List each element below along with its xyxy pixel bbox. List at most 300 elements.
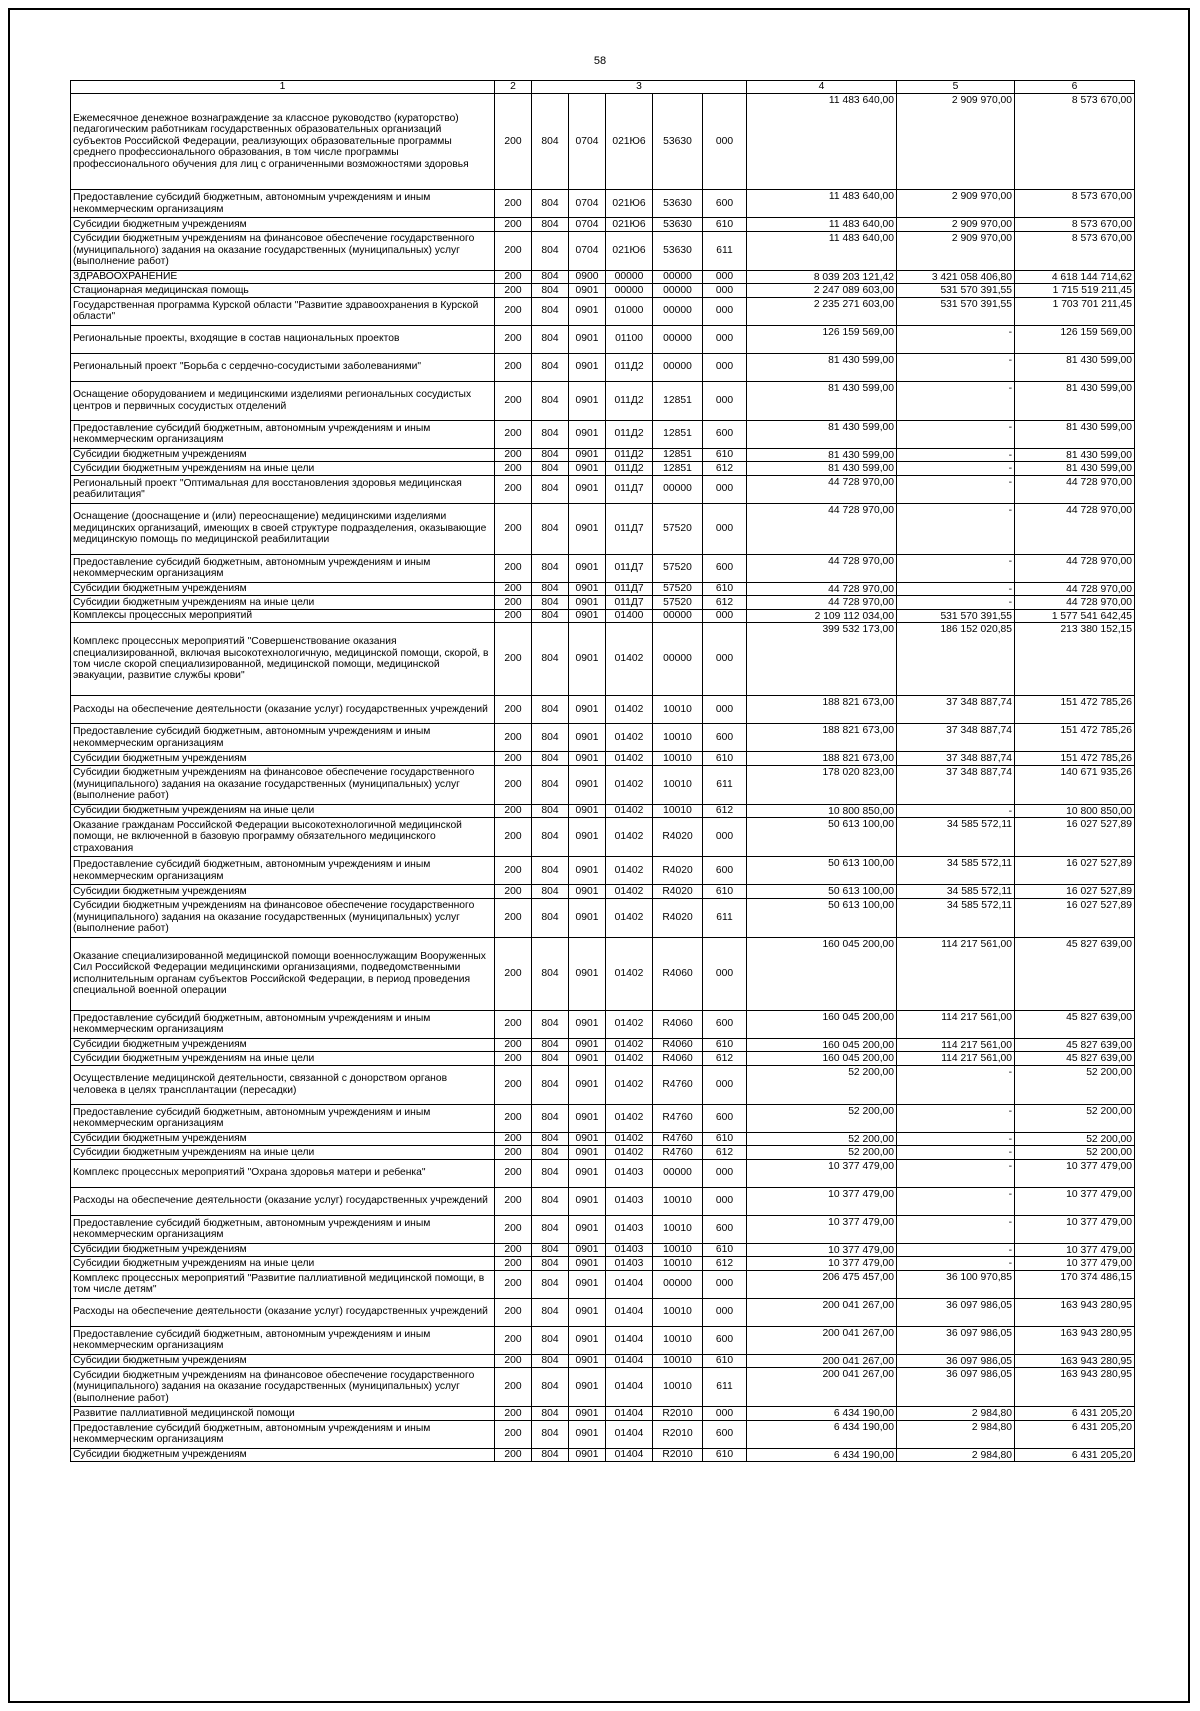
table-row [71, 1368, 1135, 1407]
cell-amount-remaining: 52 200,00 [1015, 1104, 1135, 1132]
cell-admin-code: 200 [495, 1243, 532, 1257]
cell-expense-code: 00000 [653, 325, 703, 353]
cell-section-code: 0901 [569, 1420, 606, 1448]
cell-amount-executed: 3 421 058 406,80 [897, 270, 1015, 284]
cell-name: Расходы на обеспечение деятельности (оказание услуг) государственных учреждений [71, 1298, 495, 1326]
cell-admin-code: 200 [495, 609, 532, 623]
cell-amount-remaining: 163 943 280,95 [1015, 1298, 1135, 1326]
cell-admin-code: 200 [495, 623, 532, 696]
cell-amount-executed: - [897, 1243, 1015, 1257]
table-row [71, 270, 1135, 284]
cell-amount-executed: - [897, 804, 1015, 818]
cell-amount-plan: 200 041 267,00 [747, 1368, 897, 1407]
cell-amount-executed: 114 217 561,00 [897, 1010, 1015, 1038]
cell-section-code: 0901 [569, 1368, 606, 1407]
cell-amount-executed: - [897, 353, 1015, 381]
cell-expense-code: R4060 [653, 1010, 703, 1038]
cell-type-code: 611 [703, 231, 747, 270]
cell-amount-executed: - [897, 1187, 1015, 1215]
cell-section-code: 0901 [569, 804, 606, 818]
cell-expense-code: 00000 [653, 1159, 703, 1187]
cell-admin-code: 200 [495, 1257, 532, 1271]
cell-amount-plan: 10 377 479,00 [747, 1159, 897, 1187]
cell-admin-code: 200 [495, 1368, 532, 1407]
cell-amount-remaining: 45 827 639,00 [1015, 1038, 1135, 1052]
cell-section-code: 0901 [569, 448, 606, 462]
cell-name: Субсидии бюджетным учреждениям [71, 1038, 495, 1052]
cell-name: Предоставление субсидий бюджетным, автономным учреждениям и иным некоммерческим организациям [71, 1420, 495, 1448]
page-number: 58 [593, 55, 607, 67]
cell-ministry-code: 804 [532, 554, 569, 582]
cell-name: Комплекс процессных мероприятий "Совершенствование оказания специализированной, включая высокотехнологичную, медицинской помощи, скорой, в том числе скорой специализированной, медицинской помощи, медицинской эвакуации, развитие службы крови" [71, 623, 495, 696]
table-row [71, 1257, 1135, 1271]
cell-program-code: 01403 [606, 1243, 653, 1257]
cell-admin-code: 200 [495, 420, 532, 448]
cell-program-code: 01402 [606, 937, 653, 1010]
cell-expense-code: 10010 [653, 1243, 703, 1257]
table-row [71, 1215, 1135, 1243]
cell-amount-remaining: 4 618 144 714,62 [1015, 270, 1135, 284]
cell-admin-code: 200 [495, 1132, 532, 1146]
cell-amount-remaining: 213 380 152,15 [1015, 623, 1135, 696]
cell-program-code: 01402 [606, 1132, 653, 1146]
cell-amount-remaining: 163 943 280,95 [1015, 1354, 1135, 1368]
cell-amount-plan: 81 430 599,00 [747, 448, 897, 462]
cell-amount-plan: 188 821 673,00 [747, 752, 897, 766]
cell-name: Оснащение оборудованием и медицинскими изделиями региональных сосудистых центров и первичных сосудистых отделений [71, 381, 495, 420]
cell-admin-code: 200 [495, 765, 532, 804]
cell-name: Региональный проект "Борьба с сердечно-сосудистыми заболеваниями" [71, 353, 495, 381]
cell-admin-code: 200 [495, 724, 532, 752]
table-row [71, 190, 1135, 218]
cell-name: Комплекс процессных мероприятий "Развитие паллиативной медицинской помощи, в том числе детям" [71, 1270, 495, 1298]
cell-section-code: 0704 [569, 190, 606, 218]
cell-amount-remaining: 151 472 785,26 [1015, 752, 1135, 766]
cell-program-code: 01404 [606, 1448, 653, 1462]
cell-amount-executed: - [897, 1257, 1015, 1271]
cell-amount-remaining: 6 431 205,20 [1015, 1448, 1135, 1462]
cell-section-code: 0901 [569, 554, 606, 582]
cell-amount-remaining: 81 430 599,00 [1015, 353, 1135, 381]
cell-name: Предоставление субсидий бюджетным, автономным учреждениям и иным некоммерческим организациям [71, 420, 495, 448]
cell-amount-executed: 2 984,80 [897, 1448, 1015, 1462]
cell-type-code: 000 [703, 475, 747, 503]
cell-section-code: 0901 [569, 353, 606, 381]
cell-type-code: 000 [703, 1407, 747, 1421]
cell-admin-code: 200 [495, 448, 532, 462]
cell-name: Осуществление медицинской деятельности, связанной с донорством органов человека в целях трансплантации (пересадки) [71, 1065, 495, 1104]
cell-amount-plan: 50 613 100,00 [747, 898, 897, 937]
cell-amount-plan: 50 613 100,00 [747, 885, 897, 899]
cell-name: Предоставление субсидий бюджетным, автономным учреждениям и иным некоммерческим организациям [71, 554, 495, 582]
cell-admin-code: 200 [495, 325, 532, 353]
cell-expense-code: 10010 [653, 1187, 703, 1215]
cell-type-code: 610 [703, 885, 747, 899]
cell-ministry-code: 804 [532, 94, 569, 190]
cell-ministry-code: 804 [532, 1065, 569, 1104]
cell-amount-executed: 2 909 970,00 [897, 94, 1015, 190]
budget-table [70, 80, 1135, 1462]
cell-type-code: 000 [703, 818, 747, 857]
cell-ministry-code: 804 [532, 937, 569, 1010]
cell-admin-code: 200 [495, 1146, 532, 1160]
cell-amount-plan: 11 483 640,00 [747, 94, 897, 190]
table-row [71, 818, 1135, 857]
cell-name: Предоставление субсидий бюджетным, автономным учреждениям и иным некоммерческим организациям [71, 1215, 495, 1243]
cell-type-code: 600 [703, 1104, 747, 1132]
cell-admin-code: 200 [495, 284, 532, 298]
cell-amount-plan: 81 430 599,00 [747, 462, 897, 476]
cell-expense-code: R2010 [653, 1448, 703, 1462]
cell-name: Предоставление субсидий бюджетным, автономным учреждениям и иным некоммерческим организациям [71, 857, 495, 885]
cell-amount-remaining: 44 728 970,00 [1015, 582, 1135, 596]
cell-amount-plan: 6 434 190,00 [747, 1407, 897, 1421]
cell-amount-executed: - [897, 582, 1015, 596]
table-row [71, 503, 1135, 554]
cell-program-code: 01000 [606, 297, 653, 325]
cell-type-code: 000 [703, 503, 747, 554]
cell-type-code: 610 [703, 1038, 747, 1052]
cell-type-code: 000 [703, 609, 747, 623]
cell-program-code: 01404 [606, 1368, 653, 1407]
table-row [71, 475, 1135, 503]
cell-ministry-code: 804 [532, 1038, 569, 1052]
cell-amount-remaining: 8 573 670,00 [1015, 190, 1135, 218]
header-col-2: 2 [495, 81, 532, 94]
cell-ministry-code: 804 [532, 1407, 569, 1421]
cell-name: Субсидии бюджетным учреждениям на иные цели [71, 462, 495, 476]
cell-program-code: 01402 [606, 1065, 653, 1104]
cell-amount-remaining: 45 827 639,00 [1015, 937, 1135, 1010]
cell-program-code: 011Д7 [606, 503, 653, 554]
cell-type-code: 600 [703, 1215, 747, 1243]
cell-type-code: 610 [703, 1243, 747, 1257]
cell-ministry-code: 804 [532, 1354, 569, 1368]
cell-amount-remaining: 163 943 280,95 [1015, 1326, 1135, 1354]
cell-admin-code: 200 [495, 1407, 532, 1421]
cell-ministry-code: 804 [532, 765, 569, 804]
cell-type-code: 600 [703, 190, 747, 218]
cell-program-code: 01404 [606, 1298, 653, 1326]
cell-section-code: 0901 [569, 420, 606, 448]
cell-program-code: 01402 [606, 765, 653, 804]
cell-type-code: 600 [703, 1010, 747, 1038]
cell-amount-plan: 200 041 267,00 [747, 1326, 897, 1354]
table-row [71, 218, 1135, 232]
cell-name: Субсидии бюджетным учреждениям [71, 218, 495, 232]
table-row [71, 94, 1135, 190]
cell-amount-plan: 11 483 640,00 [747, 218, 897, 232]
cell-type-code: 610 [703, 1354, 747, 1368]
cell-name: Оказание специализированной медицинской помощи военнослужащим Вооруженных Сил Российской Федерации медицинскими организациями, подведомственными исполнительным органам субъектов Российской Федерации, в период проведения специальной военной операции [71, 937, 495, 1010]
table-row [71, 1270, 1135, 1298]
cell-admin-code: 200 [495, 582, 532, 596]
cell-name: Государственная программа Курской области "Развитие здравоохранения в Курской области" [71, 297, 495, 325]
cell-type-code: 600 [703, 1326, 747, 1354]
cell-amount-remaining: 10 377 479,00 [1015, 1215, 1135, 1243]
cell-program-code: 021Ю6 [606, 190, 653, 218]
cell-program-code: 011Д2 [606, 462, 653, 476]
cell-section-code: 0901 [569, 1159, 606, 1187]
table-row [71, 724, 1135, 752]
table-row [71, 1065, 1135, 1104]
cell-expense-code: R4760 [653, 1146, 703, 1160]
cell-amount-plan: 2 247 089 603,00 [747, 284, 897, 298]
table-row [71, 325, 1135, 353]
cell-program-code: 01402 [606, 1010, 653, 1038]
cell-expense-code: 10010 [653, 804, 703, 818]
cell-ministry-code: 804 [532, 1187, 569, 1215]
cell-name: Региональные проекты, входящие в состав национальных проектов [71, 325, 495, 353]
table-row [71, 448, 1135, 462]
cell-ministry-code: 804 [532, 1368, 569, 1407]
cell-program-code: 01402 [606, 818, 653, 857]
cell-expense-code: R4760 [653, 1104, 703, 1132]
cell-section-code: 0901 [569, 1298, 606, 1326]
table-row [71, 1187, 1135, 1215]
cell-program-code: 01402 [606, 1052, 653, 1066]
cell-amount-executed: - [897, 1065, 1015, 1104]
cell-amount-plan: 81 430 599,00 [747, 353, 897, 381]
cell-expense-code: 53630 [653, 231, 703, 270]
cell-amount-plan: 52 200,00 [747, 1132, 897, 1146]
cell-amount-executed: 114 217 561,00 [897, 1038, 1015, 1052]
cell-amount-plan: 160 045 200,00 [747, 1038, 897, 1052]
cell-amount-remaining: 45 827 639,00 [1015, 1052, 1135, 1066]
cell-ministry-code: 804 [532, 1010, 569, 1038]
table-row [71, 1243, 1135, 1257]
cell-admin-code: 200 [495, 818, 532, 857]
cell-name: Оказание гражданам Российской Федерации высокотехнологичной медицинской помощи, не включенной в базовую программу обязательного медицинского страхования [71, 818, 495, 857]
cell-expense-code: 12851 [653, 420, 703, 448]
cell-section-code: 0901 [569, 284, 606, 298]
cell-type-code: 612 [703, 596, 747, 610]
cell-program-code: 011Д2 [606, 420, 653, 448]
cell-admin-code: 200 [495, 1420, 532, 1448]
cell-section-code: 0901 [569, 1270, 606, 1298]
cell-admin-code: 200 [495, 462, 532, 476]
cell-section-code: 0901 [569, 1038, 606, 1052]
cell-section-code: 0901 [569, 1448, 606, 1462]
header-col-6: 6 [1015, 81, 1135, 94]
cell-amount-executed: - [897, 448, 1015, 462]
cell-name: Предоставление субсидий бюджетным, автономным учреждениям и иным некоммерческим организациям [71, 1010, 495, 1038]
cell-amount-remaining: 44 728 970,00 [1015, 503, 1135, 554]
cell-section-code: 0901 [569, 623, 606, 696]
cell-program-code: 01402 [606, 1104, 653, 1132]
cell-admin-code: 200 [495, 1215, 532, 1243]
cell-ministry-code: 804 [532, 1052, 569, 1066]
cell-amount-remaining: 126 159 569,00 [1015, 325, 1135, 353]
cell-amount-executed: 36 097 986,05 [897, 1354, 1015, 1368]
cell-admin-code: 200 [495, 270, 532, 284]
cell-program-code: 011Д2 [606, 353, 653, 381]
cell-type-code: 600 [703, 1420, 747, 1448]
cell-ministry-code: 804 [532, 420, 569, 448]
cell-expense-code: 00000 [653, 623, 703, 696]
cell-section-code: 0901 [569, 1326, 606, 1354]
cell-amount-remaining: 10 377 479,00 [1015, 1159, 1135, 1187]
cell-type-code: 600 [703, 554, 747, 582]
cell-ministry-code: 804 [532, 818, 569, 857]
cell-name: Расходы на обеспечение деятельности (оказание услуг) государственных учреждений [71, 1187, 495, 1215]
cell-amount-remaining: 52 200,00 [1015, 1065, 1135, 1104]
cell-name: Предоставление субсидий бюджетным, автономным учреждениям и иным некоммерческим организациям [71, 190, 495, 218]
cell-amount-executed: 186 152 020,85 [897, 623, 1015, 696]
cell-admin-code: 200 [495, 503, 532, 554]
table-row [71, 752, 1135, 766]
cell-section-code: 0901 [569, 724, 606, 752]
cell-name: Субсидии бюджетным учреждениям [71, 752, 495, 766]
cell-expense-code: 00000 [653, 270, 703, 284]
cell-admin-code: 200 [495, 1298, 532, 1326]
cell-amount-executed: - [897, 503, 1015, 554]
cell-program-code: 01404 [606, 1326, 653, 1354]
cell-name: Ежемесячное денежное вознаграждение за классное руководство (кураторство) педагогическим работникам государственных образовательных организаций субъектов Российской Федерации, реализующих образовательные программы среднего профессионального образования, в том числе программы профессионального обучения для лиц с ограниченными возможностями здоровья [71, 94, 495, 190]
table-row [71, 1052, 1135, 1066]
table-row [71, 609, 1135, 623]
cell-amount-executed: 2 909 970,00 [897, 231, 1015, 270]
cell-expense-code: 10010 [653, 765, 703, 804]
cell-admin-code: 200 [495, 297, 532, 325]
cell-amount-executed: 37 348 887,74 [897, 724, 1015, 752]
cell-program-code: 01404 [606, 1420, 653, 1448]
cell-admin-code: 200 [495, 937, 532, 1010]
table-row [71, 1132, 1135, 1146]
cell-amount-executed: - [897, 1104, 1015, 1132]
cell-expense-code: 12851 [653, 448, 703, 462]
cell-type-code: 610 [703, 218, 747, 232]
cell-amount-plan: 206 475 457,00 [747, 1270, 897, 1298]
cell-amount-executed: 114 217 561,00 [897, 1052, 1015, 1066]
cell-type-code: 000 [703, 381, 747, 420]
cell-ministry-code: 804 [532, 353, 569, 381]
cell-expense-code: R2010 [653, 1420, 703, 1448]
cell-amount-plan: 50 613 100,00 [747, 857, 897, 885]
cell-expense-code: 10010 [653, 1326, 703, 1354]
cell-type-code: 611 [703, 765, 747, 804]
cell-section-code: 0704 [569, 94, 606, 190]
cell-admin-code: 200 [495, 231, 532, 270]
cell-section-code: 0901 [569, 475, 606, 503]
cell-type-code: 000 [703, 623, 747, 696]
cell-program-code: 01402 [606, 885, 653, 899]
cell-program-code: 01403 [606, 1215, 653, 1243]
cell-name: Предоставление субсидий бюджетным, автономным учреждениям и иным некоммерческим организациям [71, 1326, 495, 1354]
cell-expense-code: 57520 [653, 503, 703, 554]
cell-type-code: 610 [703, 582, 747, 596]
cell-section-code: 0901 [569, 696, 606, 724]
cell-amount-executed: - [897, 1215, 1015, 1243]
cell-section-code: 0901 [569, 582, 606, 596]
cell-expense-code: 12851 [653, 462, 703, 476]
cell-type-code: 000 [703, 1187, 747, 1215]
cell-amount-remaining: 10 377 479,00 [1015, 1243, 1135, 1257]
cell-type-code: 612 [703, 462, 747, 476]
cell-section-code: 0901 [569, 1354, 606, 1368]
cell-amount-plan: 81 430 599,00 [747, 381, 897, 420]
cell-name: Предоставление субсидий бюджетным, автономным учреждениям и иным некоммерческим организациям [71, 724, 495, 752]
cell-expense-code: 57520 [653, 582, 703, 596]
table-row [71, 1354, 1135, 1368]
table-row [71, 1010, 1135, 1038]
cell-ministry-code: 804 [532, 1215, 569, 1243]
cell-amount-plan: 126 159 569,00 [747, 325, 897, 353]
cell-expense-code: R4060 [653, 937, 703, 1010]
header-col-4: 4 [747, 81, 897, 94]
cell-amount-plan: 44 728 970,00 [747, 596, 897, 610]
cell-amount-executed: - [897, 1132, 1015, 1146]
cell-program-code: 01402 [606, 804, 653, 818]
cell-type-code: 000 [703, 937, 747, 1010]
cell-amount-executed: - [897, 554, 1015, 582]
table-row [71, 462, 1135, 476]
cell-expense-code: R4020 [653, 885, 703, 899]
cell-amount-plan: 11 483 640,00 [747, 190, 897, 218]
header-col-3: 3 [532, 81, 747, 94]
cell-ministry-code: 804 [532, 462, 569, 476]
cell-admin-code: 200 [495, 1354, 532, 1368]
cell-expense-code: R4020 [653, 857, 703, 885]
cell-expense-code: 10010 [653, 752, 703, 766]
cell-ministry-code: 804 [532, 1159, 569, 1187]
cell-amount-remaining: 44 728 970,00 [1015, 475, 1135, 503]
cell-expense-code: 10010 [653, 1354, 703, 1368]
cell-expense-code: 00000 [653, 284, 703, 298]
cell-amount-executed: 114 217 561,00 [897, 937, 1015, 1010]
cell-ministry-code: 804 [532, 190, 569, 218]
cell-ministry-code: 804 [532, 857, 569, 885]
cell-expense-code: 00000 [653, 353, 703, 381]
cell-admin-code: 200 [495, 1270, 532, 1298]
cell-section-code: 0901 [569, 596, 606, 610]
cell-section-code: 0901 [569, 1407, 606, 1421]
cell-section-code: 0901 [569, 609, 606, 623]
cell-section-code: 0901 [569, 1010, 606, 1038]
cell-amount-remaining: 16 027 527,89 [1015, 898, 1135, 937]
table-row [71, 231, 1135, 270]
cell-name: Субсидии бюджетным учреждениям на иные цели [71, 1257, 495, 1271]
cell-section-code: 0901 [569, 325, 606, 353]
table-row [71, 898, 1135, 937]
cell-amount-plan: 2 235 271 603,00 [747, 297, 897, 325]
cell-name: Субсидии бюджетным учреждениям [71, 1354, 495, 1368]
cell-type-code: 000 [703, 353, 747, 381]
cell-ministry-code: 804 [532, 297, 569, 325]
cell-amount-executed: 37 348 887,74 [897, 752, 1015, 766]
cell-expense-code: 00000 [653, 475, 703, 503]
cell-amount-executed: 36 097 986,05 [897, 1326, 1015, 1354]
cell-program-code: 021Ю6 [606, 218, 653, 232]
cell-section-code: 0901 [569, 462, 606, 476]
cell-amount-executed: 36 097 986,05 [897, 1368, 1015, 1407]
cell-amount-plan: 10 800 850,00 [747, 804, 897, 818]
cell-ministry-code: 804 [532, 218, 569, 232]
cell-amount-plan: 399 532 173,00 [747, 623, 897, 696]
cell-ministry-code: 804 [532, 1448, 569, 1462]
table-row [71, 1420, 1135, 1448]
cell-amount-executed: 531 570 391,55 [897, 609, 1015, 623]
cell-expense-code: 10010 [653, 1215, 703, 1243]
cell-amount-plan: 81 430 599,00 [747, 420, 897, 448]
cell-program-code: 01402 [606, 623, 653, 696]
cell-admin-code: 200 [495, 554, 532, 582]
cell-program-code: 011Д2 [606, 448, 653, 462]
cell-amount-plan: 160 045 200,00 [747, 937, 897, 1010]
cell-section-code: 0901 [569, 1215, 606, 1243]
cell-amount-remaining: 1 715 519 211,45 [1015, 284, 1135, 298]
cell-expense-code: R4760 [653, 1132, 703, 1146]
